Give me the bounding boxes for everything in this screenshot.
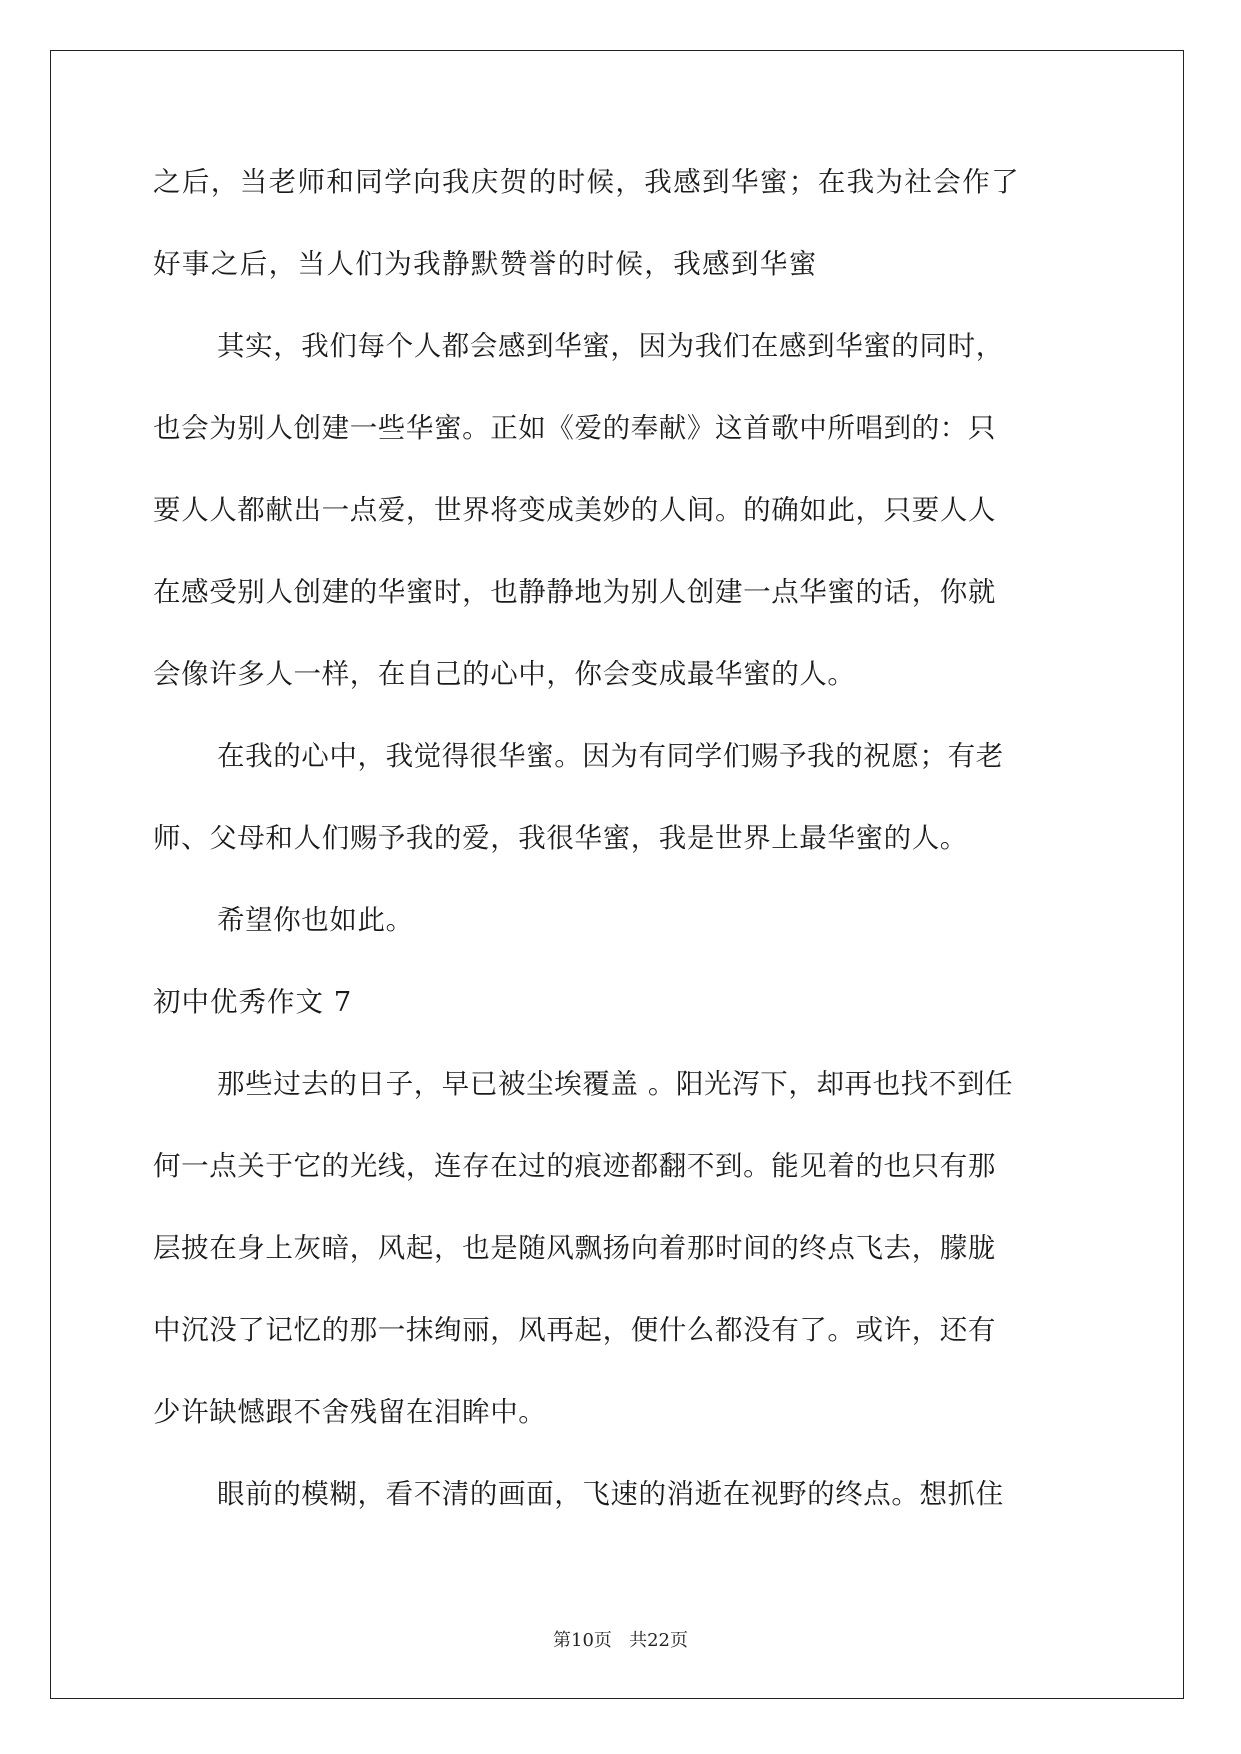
section-heading: 初中优秀作文 7 <box>153 986 353 1018</box>
page-label-suffix: 页 <box>593 1630 612 1651</box>
text-line: 之后，当老师和同学向我庆贺的时候，我感到华蜜；在我为社会作了 <box>153 166 1020 198</box>
text-line: 会像许多人一样，在自己的心中，你会变成最华蜜的人。 <box>153 658 856 690</box>
paragraph-start-line: 其实，我们每个人都会感到华蜜，因为我们在感到华蜜的同时， <box>217 330 1004 362</box>
text-line: 何一点关于它的光线，连存在过的痕迹都翻不到。能见着的也只有那 <box>153 1150 996 1182</box>
text-line: 好事之后，当人们为我静默赞誉的时候，我感到华蜜 <box>153 248 818 280</box>
total-prefix: 共 <box>629 1630 648 1651</box>
paragraph-start-line: 在我的心中，我觉得很华蜜。因为有同学们赐予我的祝愿；有老 <box>217 740 1004 772</box>
document-body <box>153 162 1090 1556</box>
text-line: 师、父母和人们赐予我的爱，我很华蜜，我是世界上最华蜜的人。 <box>153 822 968 854</box>
text-line: 少许缺憾跟不舍残留在泪眸中。 <box>153 1396 547 1428</box>
text-line: 也会为别人创建一些华蜜。正如《爱的奉献》这首歌中所唱到的：只 <box>153 412 996 444</box>
page-label-prefix: 第 <box>553 1630 571 1651</box>
text-line: 在感受别人创建的华蜜时，也静静地为别人创建一点华蜜的话，你就 <box>153 576 996 608</box>
total-suffix: 页 <box>669 1630 688 1651</box>
total-pages: 22 <box>647 1630 670 1651</box>
text-line: 要人人都献出一点爱，世界将变成美妙的人间。的确如此，只要人人 <box>153 494 996 526</box>
page-footer <box>0 1626 1241 1652</box>
page-number: 10 <box>571 1630 594 1651</box>
text-line: 层披在身上灰暗，风起，也是随风飘扬向着那时间的终点飞去，朦胧 <box>153 1232 996 1264</box>
paragraph-start-line: 希望你也如此。 <box>217 904 414 936</box>
paragraph-start-line: 那些过去的日子，早已被尘埃覆盖 。阳光泻下，却再也找不到任 <box>217 1068 1014 1100</box>
text-line: 中沉没了记忆的那一抹绚丽，风再起，便什么都没有了。或许，还有 <box>153 1314 996 1346</box>
paragraph-start-line: 眼前的模糊，看不清的画面，飞速的消逝在视野的终点。想抓住 <box>217 1478 1004 1510</box>
